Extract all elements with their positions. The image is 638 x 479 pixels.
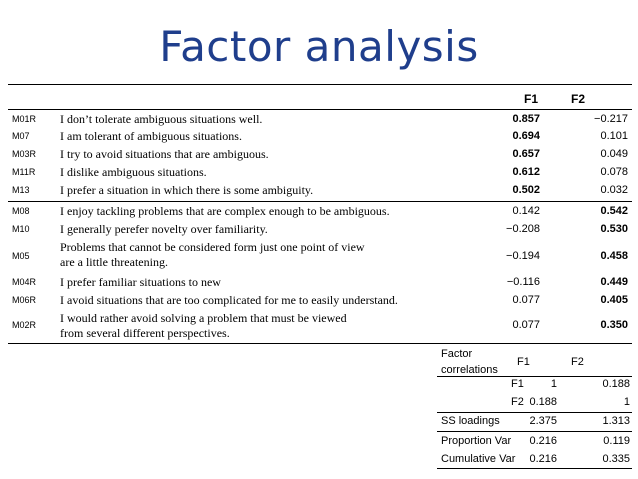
loading-f2: 0.078: [600, 166, 628, 178]
item-code: M10: [12, 224, 30, 234]
loading-f2: 0.350: [600, 319, 628, 331]
column-header-f1: F1: [524, 92, 539, 106]
loading-f1: −0.208: [506, 223, 540, 235]
stat-label: Proportion Var: [441, 435, 512, 447]
correlation-f1: 1: [550, 378, 557, 390]
loading-f1: 0.077: [512, 293, 540, 306]
loading-f2: 0.049: [600, 148, 628, 160]
stat-label: SS loadings: [441, 415, 500, 427]
loading-f1: −0.116: [506, 275, 540, 288]
stat-label: Cumulative Var: [441, 453, 516, 465]
item-text: Problems that cannot be considered form just one point of view are a little threatening.: [60, 240, 365, 269]
correlation-f2: 0.188: [602, 378, 630, 390]
item-code: M03R: [12, 149, 37, 159]
correlations-col-f2: F2: [571, 356, 584, 368]
correlation-f2: 1: [623, 396, 630, 408]
item-code: M08: [12, 206, 30, 216]
loading-f2: 0.032: [600, 184, 628, 196]
loading-f1: 0.502: [512, 184, 540, 196]
loading-f2: 0.449: [600, 275, 628, 288]
item-code: M02R: [12, 320, 37, 330]
item-text: I avoid situations that are too complicated for me to easily understand.: [60, 292, 398, 307]
loading-f2: 0.542: [600, 205, 628, 217]
correlations-col-f1: F1: [517, 356, 530, 368]
item-text: I would rather avoid solving a problem that must be viewed from several different perspectives.: [60, 311, 347, 340]
loading-f1: 0.657: [512, 148, 540, 160]
loading-f2: 0.405: [600, 293, 628, 306]
loading-f2: 0.530: [600, 223, 628, 235]
loading-f2: 0.458: [600, 249, 628, 262]
correlation-row-label: F2: [511, 396, 524, 408]
item-code: M07: [12, 131, 30, 141]
item-text: I am tolerant of ambiguous situations.: [60, 129, 242, 143]
item-code: M13: [12, 185, 30, 195]
loading-f1: −0.194: [506, 249, 540, 262]
loading-f2: 0.101: [600, 130, 628, 142]
item-code: M04R: [12, 276, 37, 287]
stat-f1: 0.216: [529, 453, 557, 465]
correlation-row-label: F1: [511, 378, 524, 390]
loading-f2: −0.217: [594, 113, 628, 125]
loading-f1: 0.694: [512, 130, 540, 142]
loading-f1: 0.857: [512, 113, 540, 125]
loading-f1: 0.142: [512, 205, 540, 217]
stat-f2: 1.313: [602, 415, 630, 427]
stat-f1: 0.216: [529, 435, 557, 447]
item-code: M06R: [12, 294, 37, 305]
stat-f2: 0.119: [603, 435, 630, 447]
correlations-header: Factor: [441, 348, 473, 360]
item-code: M11R: [12, 167, 36, 177]
item-code: M01R: [12, 114, 37, 124]
item-text: I prefer a situation in which there is some ambiguity.: [60, 183, 314, 197]
stat-f2: 0.335: [602, 453, 630, 465]
item-text: I dislike ambiguous situations.: [60, 165, 207, 179]
correlations-header: correlations: [441, 364, 498, 376]
page-title: Factor analysis: [159, 22, 479, 71]
stat-f1: 2.375: [529, 415, 557, 427]
loading-f1: 0.612: [512, 166, 540, 178]
column-header-f2: F2: [571, 92, 586, 106]
item-text: I try to avoid situations that are ambiguous.: [60, 147, 269, 161]
item-text: I generally perefer novelty over familiarity.: [60, 222, 268, 236]
item-text: I enjoy tackling problems that are complex enough to be ambiguous.: [60, 204, 390, 218]
item-text: I prefer familiar situations to new: [60, 274, 221, 289]
item-text: I don’t tolerate ambiguous situations well.: [60, 112, 263, 126]
loading-f1: 0.077: [512, 319, 540, 331]
correlation-f1: 0.188: [529, 396, 557, 408]
item-code: M05: [12, 250, 30, 261]
